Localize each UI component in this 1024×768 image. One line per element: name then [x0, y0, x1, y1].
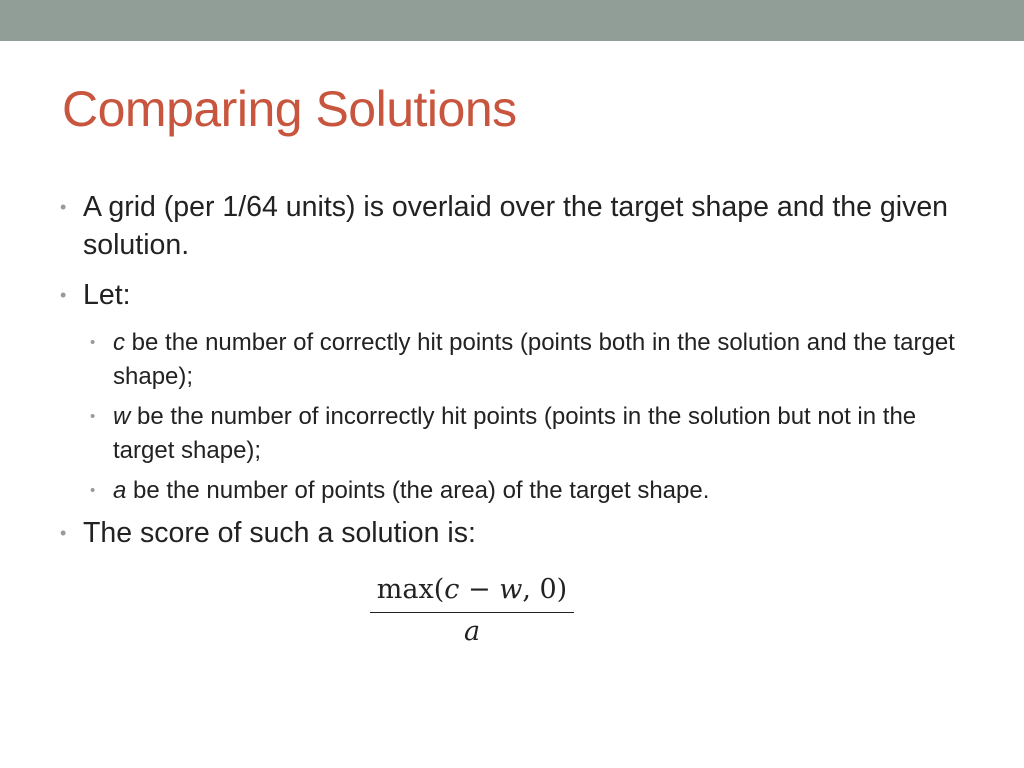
- variable-w: w: [113, 403, 131, 430]
- sub-bullet-text: be the number of correctly hit points (points both in the solution and the target shape);: [113, 329, 955, 390]
- formula-denominator: a: [463, 616, 481, 647]
- bullet-text: Let:: [83, 279, 131, 311]
- slide-title: Comparing Solutions: [62, 81, 517, 137]
- sub-bullet-c: [90, 326, 960, 394]
- fraction-bar: [370, 612, 574, 613]
- bullet-text: A grid (per 1/64 units) is overlaid over the target shape and the given solution.: [83, 191, 949, 261]
- bullet-let: [60, 276, 960, 314]
- formula-var-c: c: [444, 574, 460, 605]
- formula-numerator: [370, 572, 574, 608]
- sub-bullet-text: be the number of points (the area) of the target shape.: [126, 477, 710, 504]
- bullet-dot: •: [60, 523, 67, 543]
- bullet-text: The score of such a solution is:: [83, 517, 476, 549]
- bullet-dot: •: [60, 197, 67, 217]
- formula-minus: −: [459, 574, 500, 605]
- sub-bullet-a: [90, 474, 960, 508]
- sub-bullet-text: be the number of incorrectly hit points (points in the solution but not in the target shape);: [113, 403, 917, 464]
- bullet-grid: [60, 188, 960, 264]
- variable-a: a: [113, 477, 127, 504]
- bullet-dot: •: [90, 334, 96, 351]
- top-band: [0, 0, 1024, 41]
- formula-comma-zero: , 0: [522, 574, 557, 605]
- bullet-dot: •: [90, 482, 96, 499]
- variable-c: c: [113, 329, 125, 356]
- bullet-dot: •: [90, 408, 96, 425]
- score-formula: [370, 572, 574, 649]
- slide-body: [60, 188, 960, 564]
- formula-open-paren: (: [433, 574, 445, 605]
- formula-func: max: [376, 574, 434, 605]
- bullet-dot: •: [60, 285, 67, 305]
- bullet-score: [60, 514, 960, 552]
- sub-bullet-w: [90, 400, 960, 468]
- formula-close-paren: ): [556, 574, 568, 605]
- formula-var-w: w: [499, 574, 523, 605]
